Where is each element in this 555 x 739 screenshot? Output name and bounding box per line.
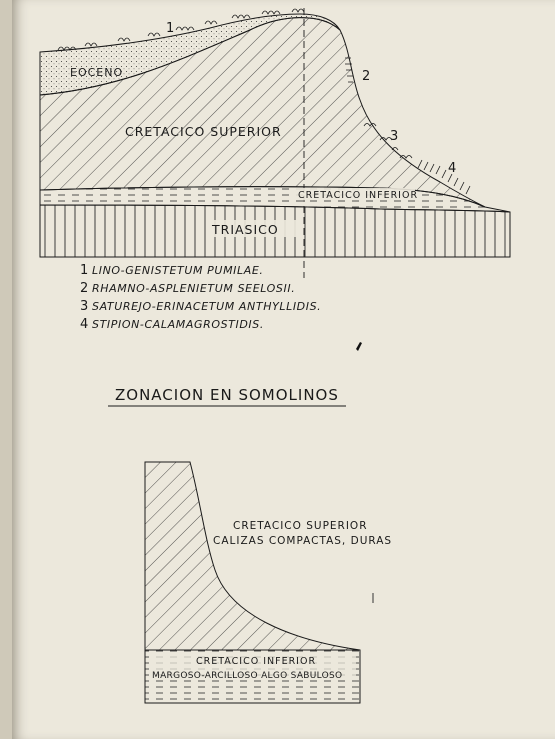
legend <box>80 263 321 332</box>
zone-marker-1: 1 <box>166 21 175 36</box>
zonation-diagram <box>145 462 392 703</box>
label-upper-1: CRETACICO SUPERIOR <box>233 520 368 532</box>
legend-text-3: SATUREJO-ERINACETUM ANTHYLLIDIS. <box>92 300 322 313</box>
label-lower-2: MARGOSO-ARCILLOSO ALGO SABULOSO <box>152 671 343 681</box>
legend-num-4: 4 <box>80 317 89 332</box>
legend-text-4: STIPION-CALAMAGROSTIDIS. <box>92 318 264 331</box>
upper-calcareous-layer <box>145 462 360 650</box>
cross-section-diagram <box>40 8 510 278</box>
label-cretacico-inferior: CRETACICO INFERIOR <box>298 190 419 201</box>
zone-marker-3: 3 <box>390 129 399 144</box>
legend-num-2: 2 <box>80 281 89 296</box>
legend-num-3: 3 <box>80 299 89 314</box>
zone-marker-4: 4 <box>448 161 457 176</box>
ink-mark <box>356 342 362 351</box>
legend-num-1: 1 <box>80 263 89 278</box>
label-lower-1: CRETACICO INFERIOR <box>196 656 317 667</box>
zone-marker-2: 2 <box>362 69 371 84</box>
geology-figure <box>12 0 555 739</box>
label-upper-2: CALIZAS COMPACTAS, DURAS <box>213 535 393 547</box>
document-page <box>12 0 555 739</box>
legend-text-1: LINO-GENISTETUM PUMILAE. <box>92 264 264 277</box>
section-heading: ZONACION EN SOMOLINOS <box>115 386 339 404</box>
legend-text-2: RHAMNO-ASPLENIETUM SEELOSII. <box>92 282 296 295</box>
label-eoceno: EOCENO <box>70 66 124 79</box>
label-triasico: TRIASICO <box>212 222 279 237</box>
label-cretacico-superior: CRETACICO SUPERIOR <box>125 124 282 139</box>
